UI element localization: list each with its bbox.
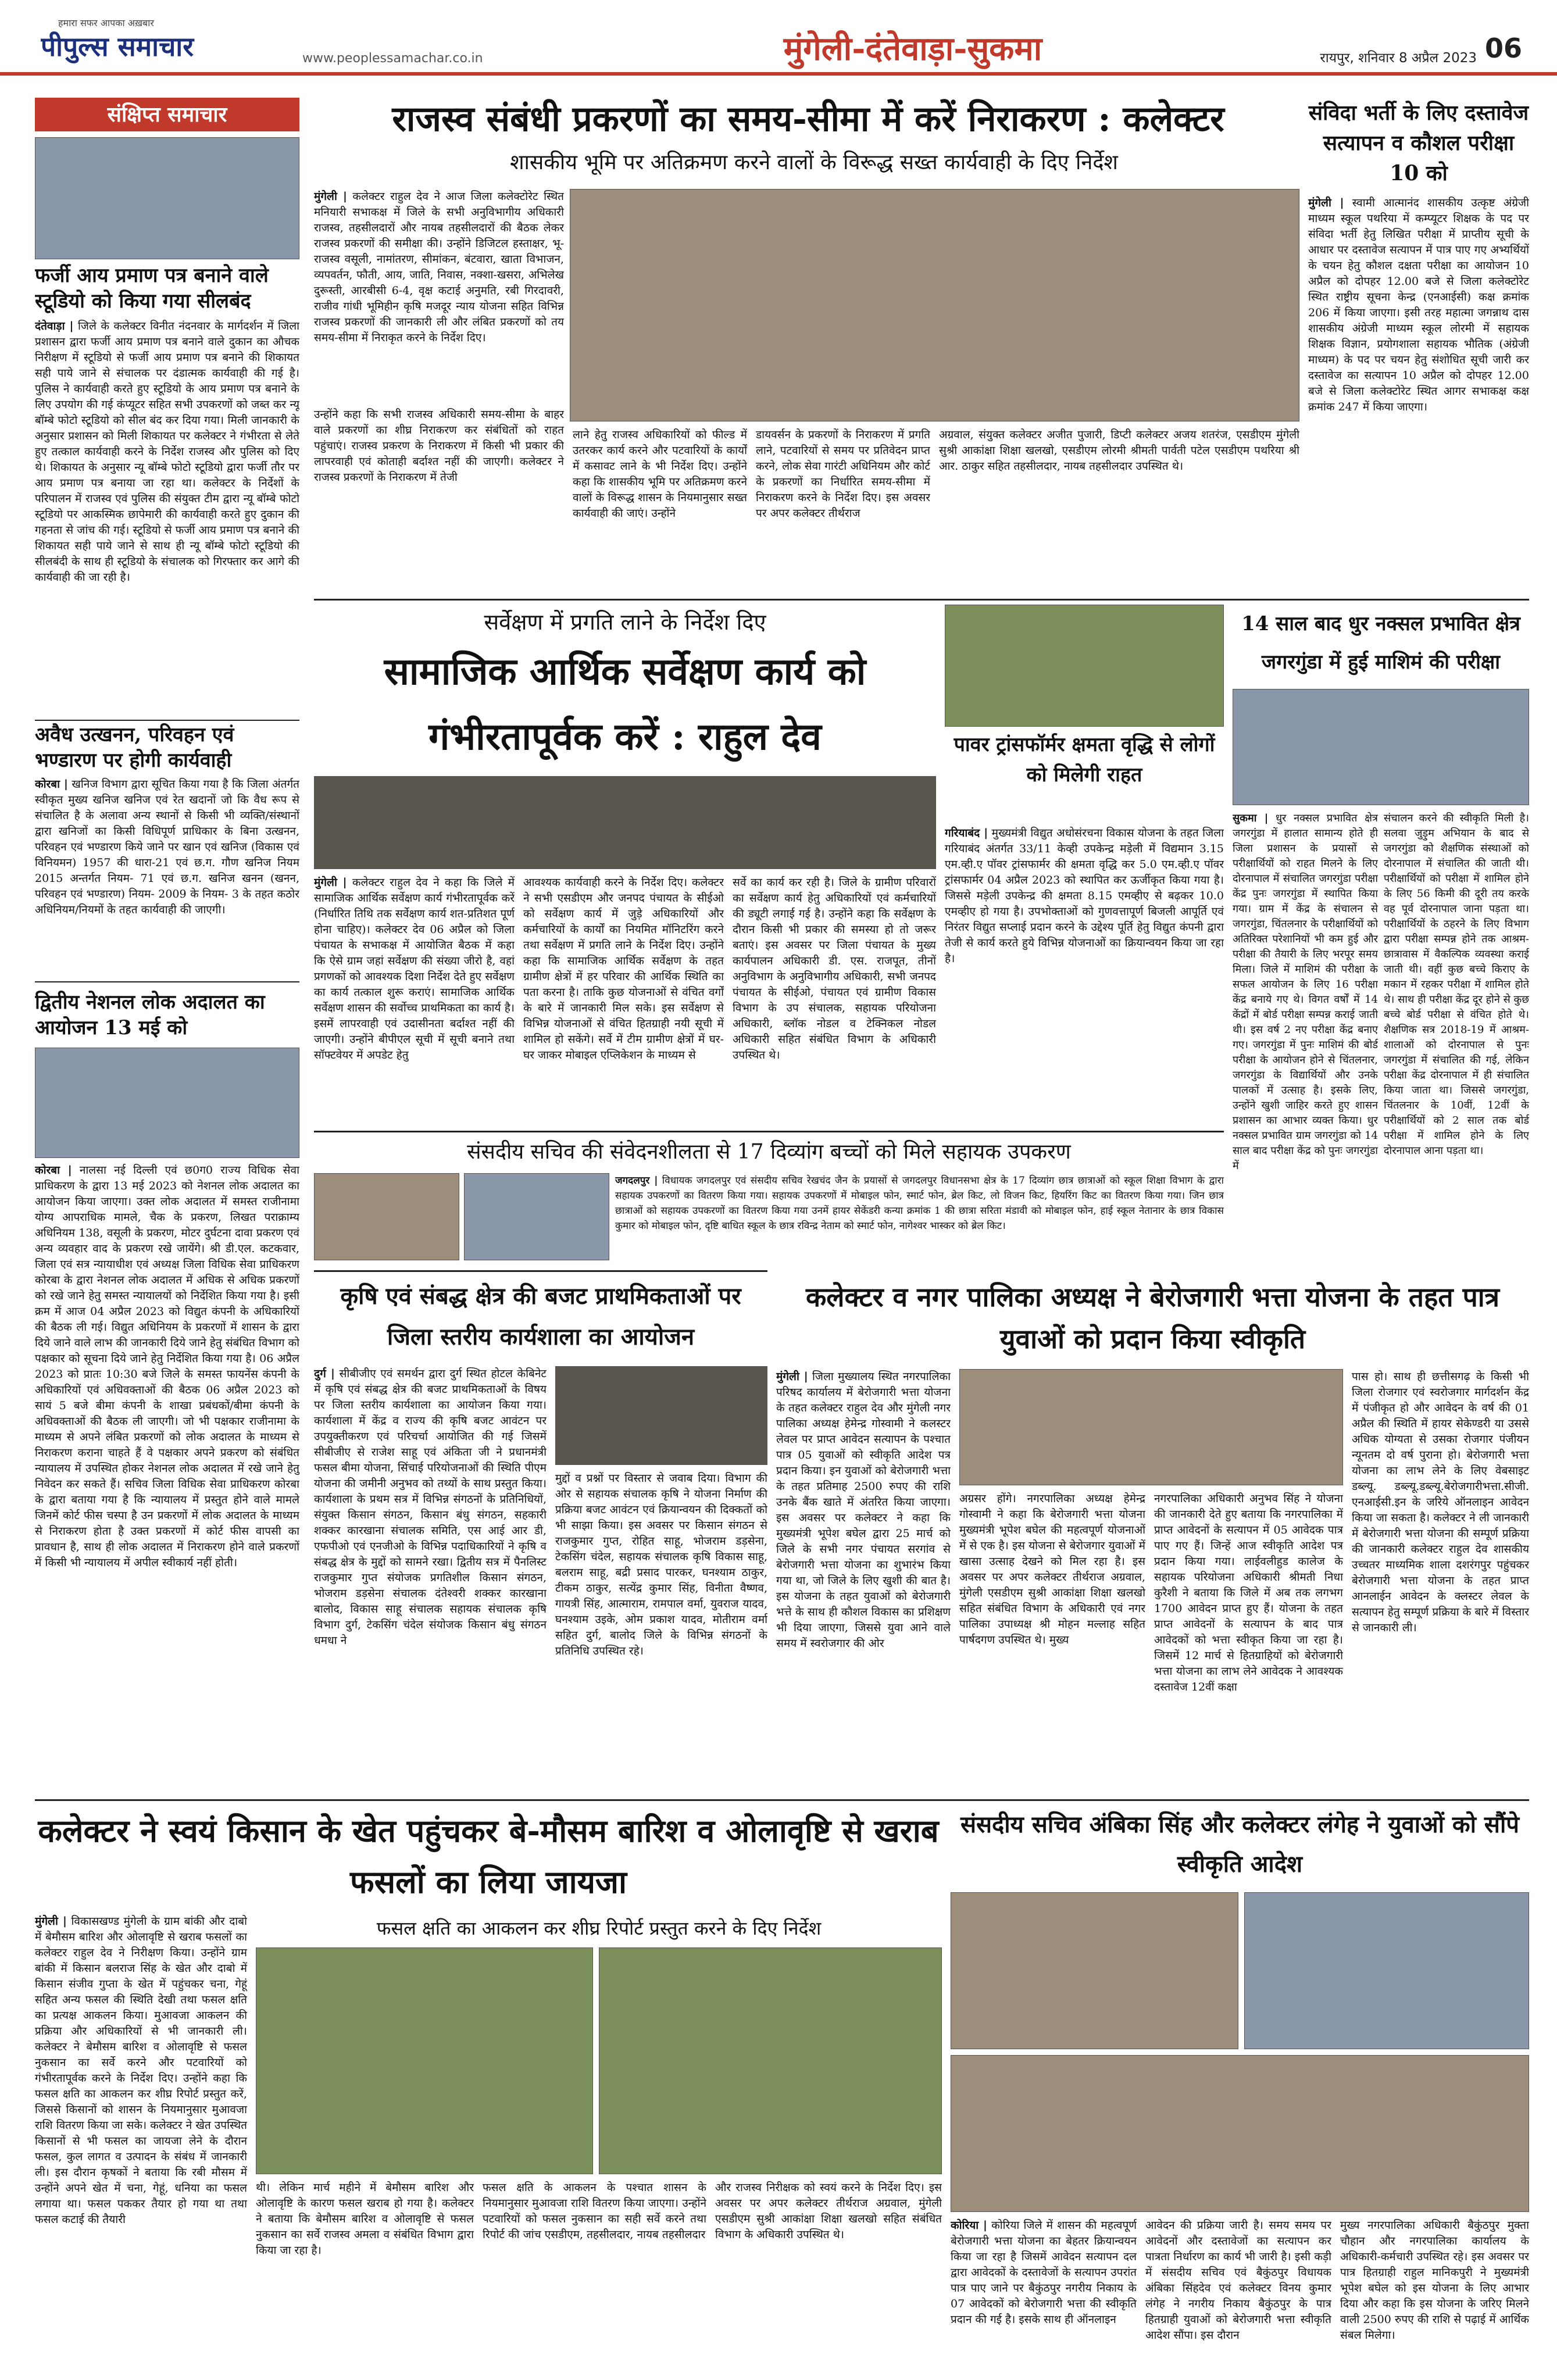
issue-date: रायपुर, शनिवार 8 अप्रैल 2023: [1320, 51, 1477, 66]
dateline: दंतेवाड़ा |: [35, 320, 74, 333]
ambika-headline: संसदीय सचिव अंबिका सिंह और कलेक्टर लंगेह ने युवाओं को सौंपे स्वीकृति आदेश: [960, 1811, 1520, 1878]
website-link[interactable]: www.peoplessamachar.co.in: [302, 51, 483, 66]
dateline: कोरबा |: [35, 1164, 72, 1177]
dateline: दुर्ग |: [314, 1367, 335, 1380]
divyang-headline: संसदीय सचिव की संवेदनशीलता से 17 दिव्यांग बच्चों को मिले सहायक उपकरण: [467, 1140, 1071, 1164]
ambika-col2: आवेदन की प्रक्रिया जारी है। समय समय पर आवेदनों और दस्तावेजों का सत्यापन कर पात्रता निर्धारण का कार्य भी जारी है। इसी कड़ी में संसदीय सचिव एवं बैकुंठपुर विधायक अंबिका सिंहदेव एवं कलेक्टर विनय कुमार लंगेह ने नगरीय निकाय बैकुंठपुर के पात्र हितग्राही युवाओं को बेरोजगारी भत्ता स्वीकृति आदेश सौंपा। इस दौरान: [1145, 2219, 1331, 2342]
masthead-logo: पीपुल्स समाचार: [41, 31, 194, 62]
divider: [314, 599, 1529, 601]
transformer-body: गरियाबंद | मुख्यमंत्री विद्युत अधोसंरचना विकास योजना के तहत जिला गरियाबंद अंतर्गत 33/11 केव्ही उपकेन्द्र मड़ेली में विद्यमान 3.15 एम.व्ही.ए पॉवर ट्रांसफार्मर की क्षमता वृद्धि कर 5.0 एम.व्ही.ए पॉवर ट्रांसफार्मर 04 अप्रैल 2023 को स्थापित कर ऊर्जीकृत किया गया है। जिससे मड़ेली उपकेन्द्र की क्षमता 8.15 एमव्हीए से बढ़कर 10.0 एमव्हीए हो गया है। उपभोक्ताओं को गुणवत्तापूर्ण बिजली आपूर्ति एवं निरंतर विद्युत सप्लाई प्रदान करने के उद्देश्य पूर्ति हेतु विद्युत कंपनी द्वारा तेजी से कार्य करते हुये विभिन्न योजनाओं का क्रियान्वयन किया जा रहा है।: [945, 827, 1224, 965]
lok-adalat-photo: [35, 1048, 299, 1158]
divider: [314, 1270, 767, 1272]
dateline: मुंगेली |: [35, 1915, 67, 1928]
sidebar-story1-headline: फर्जी आय प्रमाण पत्र बनाने वाले स्टूडियो को किया गया सीलबंद: [35, 264, 269, 313]
krishi-headline: कृषि एवं संबद्ध क्षेत्र की बजट प्राथमिकताओं पर जिला स्तरीय कार्यशाला का आयोजन: [340, 1282, 741, 1350]
survey-col2: आवश्यक कार्यवाही करने के निर्देश दिए। कलेक्टर ने सभी एसडीएम और जनपद पंचायत के सीईओ को सर्वेक्षण कार्य में जुड़े अधिकारियों और कर्मचारियों के कार्यों का नियमित मॉनिटरिंग करने तथा सर्वेक्षण में प्रगति लाने के निर्देश दिए। उन्होंने कहा कि सामाजिक आर्थिक सर्वेक्षण के तहत ग्रामीण क्षेत्रों में हर परिवार की आर्थिक स्थिति का पता करना है। ताकि कुछ योजनाओं से वंचित वर्गों के बारे में जानकारी मिल सके। इस सर्वेक्षण से विभिन्न योजनाओं से वंचित हितग्राही नयी सूची में शामिल हो सकेंगे। सर्वे में टीम ग्रामीण क्षेत्रों में घर-घर जाकर मोबाइल एप्लिकेशन के माध्यम से: [523, 876, 724, 1062]
naxal-col1-body: सुकमा | धुर नक्सल प्रभावित क्षेत्र जगरगुंडा में हालात सामान्य होते ही जिला प्रशासन के प्रयासों से परीक्षार्थियों को राहत मिलने के लिए दोरनापाल में संचालित जगरगुंडा परीक्षा केंद्र पुनः जगरगुंडा में स्थापित किया गया। ग्राम में केंद्र के संचालन से जगरगुंडा, चिंतलनार के परीक्षार्थियों को अतिरिक्त परेशानियों भी कम हुई और परीक्षा की तैयारी के लिए भरपूर समय मिला। जिले में माशिमं की परीक्षा के सफल आयोजन के लिए 16 परीक्षा केंद्र बनाये गए थे। विगत वर्षों में 14 केंद्रों में बोर्ड परीक्षा सम्पन्न कराई जाती थी। इस वर्ष 2 नए परीक्षा केंद्र बनाए गए। जगरगुंडा में पुनः माशिमं की बोर्ड परीक्षा के आयोजन होने से चिंतलनार, जगरगुंडा के विद्यार्थियों और उनके पालकों में उत्साह है। इसके लिए, उन्होंने खुशी जाहिर करते हुए शासन प्रशासन का आभार व्यक्त किया। धुर नक्सल प्रभावित ग्राम जगरगुंडा को 14 साल बाद परीक्षा केंद्र को पुनः जगरगुंडा में: [1233, 812, 1378, 1172]
lead-col4: डायवर्सन के प्रकरणों के निराकरण में प्रगति लाने, पटवारियों से समय पर प्रतिवेदन प्राप्त करने, लोक सेवा गारंटी अधिनियम और कोर्ट के प्रकरणों का निर्धारित समय-सीमा में निराकरण करने के निर्देश दिए। इस अवसर पर अपर कलेक्टर तीर्थराज: [756, 428, 930, 520]
survey-meeting-photo: [314, 776, 936, 869]
edition-name: मुंगेली-दंतेवाड़ा-सुकमा: [783, 30, 1042, 68]
survey-col3: सर्वे का कार्य कर रही है। जिले के ग्रामीण परिवारों का सर्वेक्षण कार्य हेतु अधिकारियों एवं कर्मचारियों की ड्यूटी लगाई गई है। उन्होंने कहा कि सर्वेक्षण के दौरान किसी भी प्रकार की समस्या हो तो जरूर बताएं। इस अवसर पर जिला पंचायत के मुख्य कार्यपालन अधिकारी डी. एस. राजपूत, तीनों अनुविभाग के अनुविभागीय अधिकारी, सभी जनपद पंचायत के सीईओ, पंचायत एवं ग्रामीण विकास विभाग के उप संचालक, सहायक परियोजना अधिकारी, ब्लॉक नोडल व टेक्निकल नोडल अधिकारी सहित संबंधित विभाग के अधिकारी उपस्थित थे।: [733, 876, 936, 1062]
dateline: गरियाबंद |: [945, 827, 988, 839]
berojgari-col1: मुंगेली | जिला मुख्यालय स्थित नगरपालिका परिषद कार्यालय में बेरोजगारी भत्ता योजना के तहत कलेक्टर राहुल देव और मुंगेली नगर पालिका अध्यक्ष हेमेन्द्र गोस्वामी ने कलस्टर लेवल पर प्राप्त आवेदन सत्यापन के पश्चात पात्र 05 युवाओं को स्वीकृति आदेश पत्र प्रदान किया। इन युवाओं को बेरोजगारी भत्ता के तहत प्रतिमाह 2500 रुपए की राशि उनके बैंक खाते में अंतरित किया जाएगा। इस अवसर पर कलेक्टर ने कहा कि मुख्यमंत्री भूपेश बघेल द्वारा 25 मार्च को जिले के सभी नगर पंचायत सरगांव से बेरोजगारी भत्ता योजना का शुभारंभ किया गया था, जो जिले के लिए खुशी की बात है। इस योजना के तहत युवाओं को बेरोजगारी भत्ते के साथ ही कौशल विकास का प्रशिक्षण भी दिया जाएगा, जिससे युवा आने वाले समय में स्वरोजगार की ओर: [776, 1370, 951, 1650]
krishi-col1: दुर्ग | सीबीजीए एवं समर्थन द्वारा दुर्ग स्थित होटल केबिनेट में कृषि एवं संबद्ध क्षेत्र की बजट प्राथमिकताओं के विषय पर जिला स्तरीय कार्यशाला का आयोजन किया गया। कार्यशाला में केंद्र व राज्य की कृषि बजट आवंटन पर उपयुक्तीकरण एवं परिचर्चा आयोजित की गई जिसमें सीबीजीए से राजेश साहू एवं अंकिता जी ने प्रधानमंत्री फसल बीमा योजना, सिंचाई परियोजनाओं की स्थिति पीएम योजना की जमीनी अनुभव को तथ्यों के साथ प्रस्तुत किया। कार्यशाला के प्रथम सत्र में विभिन्न संगठनों के प्रतिनिधियों, संयुक्त किसान संगठन, किसान बंधु संगठन, सहकारी शक्कर कारखाना संचालक समिति, एस आई आर डी, एफपीओ एवं एनजीओ के विभिन्न पदाधिकारियों ने कृषि व संबद्ध क्षेत्र के मुद्दों को सामने रखा। द्वितीय सत्र में पैनलिस्ट राजकुमार गुप्त संयोजक प्रगतिशील किसान संगठन, भोजराम डड़सेना संचालक दंतेश्वरी शक्कर कारखाना बालोद, विकास साहू संचालक सहायक संचालक कृषि विभाग दुर्ग, टेकसिंग चंदेल संयोजक किसान बंधु संगठन धमधा ने: [314, 1367, 547, 1647]
sidebar-story3-headline: द्वितीय नेशनल लोक अदालत का आयोजन 13 मई को: [35, 991, 265, 1039]
berojgari-col4: पास हो। साथ ही छत्तीसगढ़ के किसी भी जिला रोजगार एवं स्वरोजगार मार्गदर्शन केंद्र में पंजीकृत हो और आवेदन के वर्ष की 01 अप्रैल की स्थिति में हायर सेकेण्डरी या उससे अधिक योग्यता से उसका रोजगार पंजीयन न्यूनतम दो वर्ष पुराना हो। बेरोजगारी भत्ता योजना का लाभ लेने के लिए वेबसाइट डब्ल्यू. डब्ल्यू.डब्ल्यू.बेरोजगारीभत्ता.सीजी. एनआईसी.इन के जरिये ऑनलाइन आवेदन किया जा सकता है। कलेक्टर ने ली जानकारी में बेरोजगारी भत्ता योजना की सम्पूर्ण प्रक्रिया की जानकारी कलेक्टर राहुल देव शासकीय उच्चतर माध्यमिक शाला दशरंगपुर पहुंचकर बेरोजगारी भत्ता योजना के तहत प्राप्त आनलाईन आवेदन के क्लस्टर लेवल के सत्यापन हेतु सम्पूर्ण प्रक्रिया के बारे में विस्तार से जानकारी ली।: [1352, 1370, 1529, 1634]
divyang-photo-1: [314, 1173, 459, 1260]
lead-subheadline: शासकीय भूमि पर अतिक्रमण करने वालों के विरूद्ध सख्त कार्यवाही के दिए निर्देश: [510, 151, 1118, 174]
dateline: मुंगेली |: [314, 876, 347, 889]
dateline: जगदलपुर |: [615, 1175, 658, 1187]
masthead-tagline: हमारा सफर आपका अख़बार: [58, 17, 154, 28]
field-photo-2: [599, 1947, 942, 2174]
kisan-headline: कलेक्टर ने स्वयं किसान के खेत पहुंचकर बे-मौसम बारिश व ओलावृष्टि से खराब फसलों का लिया जायजा: [38, 1812, 939, 1900]
survey-kicker: सर्वेक्षण में प्रगति लाने के निर्देश दिए: [484, 609, 766, 635]
dateline: मुंगेली |: [776, 1370, 808, 1383]
kisan-col4: और राजस्व निरीक्षक को स्वयं करने के निर्देश दिए। इस अवसर पर अपर कलेक्टर तीर्थराज अग्रवाल, मुंगेली एसडीएम सुश्री आकांक्षा शिक्षा खलखो सहित संबंधित विभाग के अधिकारी उपस्थित थे।: [715, 2181, 942, 2241]
sidebar-story3-body: कोरबा | नालसा नई दिल्ली एवं छ0ग0 राज्य विधिक सेवा प्राधिकरण के द्वारा 13 मई 2023 को नेशनल लोक अदालत का आयोजन किया जाएगा। उक्त लोक अदालत में समस्त राजीनामा योग्य आपराधिक मामले, चैक के प्रकरण, लिखत पराक्राम्य अधिनियम 138, वसूली के प्रकरण, मोटर दुर्घटना दावा प्रकरण एवं अन्य व्यवहार वाद के प्रकरण रखे जायेंगे। श्री डी.एल. कटकवार, जिला एवं सत्र न्यायाधीश एवं अध्यक्ष जिला विधिक सेवा प्राधिकरण कोरबा के द्वारा नेशनल लोक अदालत में अधिक से अधिक प्रकरणों को रखे जाने हेतु समस्त न्यायालयों को निर्देशित किया गया है। इसी क्रम में आज 04 अप्रैल 2023 को विद्युत कंपनी के अधिकारियों की बैठक ली गई। विद्युत अधिनियम के प्रकरणों में शासन के द्वारा दिये जाने वाले लाभ की जानकारी दिये जाने हेतु संबंधित विभाग को पक्षकार को सूचना दिये जाने हेतु निर्देशित किया गया है। 06 अप्रैल 2023 को प्रातः 10:30 बजे जिले के समस्त फायनेंस कंपनी के अधिकारियों एवं अधिवक्ताओं की बैठक 06 अप्रैल 2023 को सायं 5 बजे बीमा कंपनी के शाखा प्रबंधकों/बीमा कंपनी के अधिवक्ताओं की बैठक ली जाएगी। जो भी पक्षकार राजीनामा के माध्यम से अपने लंबित प्रकरणों को लोक अदालत के माध्यम से निराकरण कराना चाहते हैं वे पक्षकार अपने प्रकरण को संबंधित न्यायालय में उपस्थित होकर नेशनल लोक अदालत में रखे जाने हेतु निवेदन कर सकते हैं। सचिव जिला विधिक सेवा प्राधिकरण कोरबा के द्वारा बताया गया है कि न्यायालय में प्रस्तुत होने वाले मामले जिनमें कोर्ट फीस चस्पा है उन प्रकरणों में लोक अदालत के माध्यम से निराकरण होता है उक्त प्रकरणों में कोर्ट फीस वापसी का प्रावधान है, साथ ही लोक अदालत में निराकरण होने वाले प्रकरणों में किसी भी न्यायालय में अपील स्वीकार्य नहीं होती।: [35, 1164, 299, 1569]
masthead: [0, 0, 1557, 76]
ambika-photo-2: [1244, 1892, 1529, 2049]
samvida-body: मुंगेली | स्वामी आत्मानंद शासकीय उत्कृष्ट अंग्रेजी माध्यम स्कूल पथरिया में कम्प्यूटर शिक्षक के पद पर संविदा भर्ती हेतु लिखित परीक्षा में प्राप्तीय सूची के आधार पर दस्तावेज सत्यापन में पात्र पाए गए अभ्यर्थियों के चयन हेतु कौशल दक्षता परीक्षा का आयोजन 10 अप्रैल को दोपहर 12.00 बजे से जिला कलेक्टोरेट स्थित राष्ट्रीय सूचना केन्द्र (एनआईसी) कक्ष क्रमांक 206 में किया जाएगा। इसी तरह महात्मा जगन्नाथ दास शासकीय अंग्रेजी माध्यम स्कूल लोरमी में सहायक शिक्षक विज्ञान, प्रयोगशाला सहायक भौतिक (अंग्रेजी माध्यम) के पद पर चयन हेतु संशोधित सूची जारी कर दस्तावेज का सत्यापन 10 अप्रैल को दोपहर 12.00 बजे से जिला कलेक्टोरेट स्थित आगर सभाकक्ष कक्ष क्रमांक 247 में किया जाएगा।: [1308, 196, 1529, 413]
lead-headline: राजस्व संबंधी प्रकरणों का समय-सीमा में करें निराकरण : कलेक्टर: [392, 99, 1224, 140]
sidebar-story1-body: दंतेवाड़ा | जिले के कलेक्टर विनीत नंदनवार के मार्गदर्शन में जिला प्रशासन द्वारा फर्जी आय प्रमाण पत्र बनाने वाले दुकान का औचक निरीक्षण में स्टूडियो से फर्जी आय प्रमाण पत्र बनाने की शिकायत सही पाये जाने से संचालक पर दंडात्मक कार्यवाही की गई है। पुलिस ने कार्यवाही करते हुए स्टूडियो के आय प्रमाण पत्र बनाने के लिए उपयोग की गई कंप्यूटर सहित सभी उपकरणों को जब्त कर न्यू बॉम्बे फोटो स्टूडियो को सील बंद कर दिया गया। मिली जानकारी के अनुसार प्रशासन को मिली शिकायत पर कलेक्टर ने गंभीरता से लेते हुए तत्काल कार्यवाही करने के निर्देश राजस्व और पुलिस को दिए थे। शिकायत के अनुसार न्यू बॉम्बे फोटो स्टूडियो द्वारा फर्जी तौर पर आय प्रमाण पत्र बनाया जा रहा था। कलेक्टर के निर्देशों के परिपालन में राजस्व एवं पुलिस की संयुक्त टीम द्वारा न्यू बॉम्बे फोटो स्टूडियो पर आकस्मिक छापेमारी की कार्यवाही करते हुए दुकान की गहनता से जांच की गई। स्टूडियो से फर्जी आय प्रमाण पत्र बनाने की शिकायत सही पाये जाने से साथ ही न्यू बॉम्बे फोटो स्टूडियो की सीलबंदी के साथ ही स्टूडियो के संचालक को गिरफ्तार कर आगे की कार्यवाही की जा रही है।: [35, 320, 299, 584]
ambika-photo-1: [951, 1892, 1238, 2049]
meeting-photo: [570, 189, 1299, 421]
krishi-col2: मुद्दों व प्रश्नों पर विस्तार से जवाब दिया। विभाग की ओर से सहायक संचालक कृषि ने योजना निर्माण की प्रक्रिया बजट आवंटन एवं क्रियान्वयन की दिक्कतों को भी साझा किया। इस अवसर पर किसान संगठन से राजकुमार गुप्त, रोहित साहू, भोजराम डड़सेना, टेकसिंग चंदेल, सहायक संचालक कृषि विकास साहू, बलराम साहू, बद्री प्रसाद पारकर, घनश्याम ठाकुर, टीकम ठाकुर, सत्येंद्र कुमार सिंह, विनीता वैष्णव, गायत्री सिंह, आत्माराम, रामपाल वर्मा, युवराज यादव, घनश्याम उइके, ओम प्रकाश यादव, मोतीराम वर्मा सहित दुर्ग, बालोद जिले के विभिन्न संगठनों के प्रतिनिधि उपस्थित रहे।: [555, 1472, 767, 1657]
ambika-col3: मुख्य नगरपालिका अधिकारी बैकुंठपुर मुक्ता चौहान और नगरपालिका कार्यालय के अधिकारी-कर्मचारी उपस्थित रहे। इस अवसर पर पात्र हितग्राही राहुल मानिकपुरी ने मुख्यमंत्री भूपेश बघेल को इस योजना के लिए आभार दिया और कहा कि इस योजना के जरिए मिलने वाली 2500 रुपए की राशि से पढ़ाई में आर्थिक संबल मिलेगा।: [1340, 2219, 1529, 2342]
kisan-col2: थी। लेकिन मार्च महीने में बेमौसम बारिश और ओलावृष्टि के कारण फसल खराब हो गया है। कलेक्टर ने बताया कि बेमौसम बारिश व ओलावृष्टि से फसल नुकसान का सर्वे राजस्व अमला व संबंधित विभाग द्वारा किया जा रहा है।: [256, 2181, 474, 2257]
ambika-col1: कोरिया | कोरिया जिले में शासन की महत्वपूर्ण बेरोजगारी भत्ता योजना का बेहतर क्रियान्वयन किया जा रहा है जिसमें आवेदन सत्यापन दल द्वारा आवेदकों के दस्तावेजों के सत्यापन उपरांत पात्र पाए जाने पर बैकुंठपुर नगरीय निकाय के 07 आवेदकों को बेरोजगारी भत्ता की स्वीकृति प्रदान की गई है। इसके साथ ही ऑनलाइन: [951, 2219, 1137, 2326]
dateline: कोरबा |: [35, 778, 68, 791]
kisan-subheadline: फसल क्षति का आकलन कर शीघ्र रिपोर्ट प्रस्तुत करने के दिए निर्देश: [376, 1917, 822, 1939]
sidebar-section-title: संक्षिप्त समाचार: [35, 98, 299, 131]
divider: [35, 981, 299, 982]
kisan-col1: मुंगेली | विकासखण्ड मुंगेली के ग्राम बांकी और दाबो में बेमौसम बारिश और ओलावृष्टि से खराब फसलों का कलेक्टर राहुल देव ने निरीक्षण किया। उन्होंने ग्राम बांकी में किसान बलराज सिंह के खेत और दाबो में किसान संजीव गुप्ता के खेत में पहुंचकर चना, गेहूं सहित अन्य फसल की स्थिति देखी तथा फसल क्षति का प्रत्यक्ष आकलन किया। मुआवजा आकलन की प्रक्रिया और अधिकारियों से भी जानकारी ली। कलेक्टर ने बेमौसम बारिश व ओलावृष्टि से फसल नुकसान का सर्वे करने और पटवारियों को गंभीरतापूर्वक करने के निर्देश दिए। उन्होंने कहा कि फसल क्षति का आकलन कर शीघ्र रिपोर्ट प्रस्तुत करें, जिससे किसानों को शासन के नियमानुसार मुआवजा राशि वितरण किया जा सके। कलेक्टर ने खेत उपस्थित किसानों से भी फसल का जायजा लेने के दौरान फसल, कुल लागत व उत्पादन के संबंध में जानकारी ली। इस दौरान कृषकों ने बताया कि रबी मौसम में उन्होंने अपने खेत में चना, गेहूं, धनिया का फसल लगाया था। फसल पककर तैयार हो गया था तथा फसल कटाई की तैयारी: [35, 1915, 247, 2226]
divider: [35, 720, 299, 721]
divyang-body: जगदलपुर | विधायक जगदलपुर एवं संसदीय सचिव रेखचंद जैन के प्रयासों से जगदलपुर विधानसभा क्षेत्र के 17 दिव्यांग छात्र छात्राओं को स्कूल शिक्षा विभाग के द्वारा सहायक उपकरणों का वितरण किया गया। सहायक उपकरणों में मोबाइल फोन, स्मार्ट फोन, ब्रेल किट, लो विजन किट, हियरिंग किट का वितरण किया गया। जिन छात्र छात्राओं को सहायक उपकरणों का वितरण किया गया उनमें हायर सेकेंडरी कन्या क्रमांक 1 की छात्रा सरिता मंडावी को मोबाइल फोन, हाई स्कूल नेतानार के छात्र विकास कुमार को मोबाइल फोन, दृष्टि बाधित स्कूल के छात्र रविन्द्र नेताम को स्मार्ट फोन, नागेश्वर भास्कर को ब्रेल किट।: [615, 1175, 1224, 1232]
berojgari-col2: अग्रसर होंगे। नगरपालिका अध्यक्ष हेमेन्द्र गोस्वामी ने कहा कि बेरोजगारी भत्ता योजना मुख्यमंत्री भूपेश बघेल की महत्वपूर्ण योजनाओं में से एक है। इस योजना से बेरोजगार युवाओं में खासा उत्साह देखने को मिल रहा है। इस अवसर पर अपर कलेक्टर तीर्थराज अग्रवाल, मुंगेली एसडीएम सुश्री आकांक्षा शिक्षा खलखो सहित संबंधित विभाग के अधिकारी एवं नगर पालिका उपाध्यक्ष श्री मोहन मल्लाह सहित पार्षदगण उपस्थित थे। मुख्य: [959, 1492, 1145, 1646]
transformer-headline: पावर ट्रांसफॉर्मर क्षमता वृद्धि से लोगों को मिलेगी राहत: [954, 733, 1215, 787]
field-photo-1: [256, 1947, 593, 2174]
lead-col1: मुंगेली | कलेक्टर राहुल देव ने आज जिला कलेक्टोरेट स्थित मनियारी सभाकक्ष में जिले के सभी अनुविभागीय अधिकारी राजस्व, तहसीलदारों और नायब तहसीलदारों की बैठक लेकर राजस्व प्रकरणों की समीक्षा की। उन्होंने डिजिटल हस्ताक्षर, भू-राजस्व वसूली, नामांतरण, सीमांकन, बंटवारा, खाता विभाजन, व्यपवर्तन, फौती, आय, जाति, निवास, नक्शा-खसरा, अभिलेख दुरूस्ती, आरबीसी 6-4, वृक्ष कटाई अनुमति, रबी गिरदावरी, राजीव गांधी भूमिहीन कृषि मजदूर न्याय योजना सहित विभिन्न राजस्व प्रकरणों की जानकारी ली और लंबित प्रकरणों को तय समय-सीमा में निराकृत करने के निर्देश दिए।: [314, 190, 564, 344]
dateline: कोरिया |: [951, 2219, 987, 2232]
naxal-col2-body: संचालन करने की स्वीकृति मिली है। सलवा जुड़ुम अभियान के बाद से जगरगुंडा को शैक्षणिक संस्थाओं को दोरनापाल में संचालित की जाती थी। परीक्षार्थियों को परीक्षा में शामिल होने के लिए 56 किमी की दूरी तय करके वह पूर्व दोरनापाल जाना पड़ता था। परीक्षार्थियों के ठहरने के लिए विभाग द्वारा परीक्षा सम्पन्न होने तक आश्रम-छात्रावास में वैकल्पिक व्यवस्था कराई जाती थी। वहीं कुछ बच्चे किराए के मकान में रहकर परीक्षा में शामिल होते थे। साथ ही परीक्षा केंद्र दूर होने से कुछ बच्चे बोर्ड परीक्षा से वंचित होते थे। शैक्षणिक सत्र 2018-19 में आश्रम-शालाओं को दोरनापाल से पुनः जगरगुंडा में संचालित की गई, लेकिन परीक्षा केंद्र दोरनापाल में ही संचालित किया जाता था। जिससे जगरगुंडा, चिंतलनार के 10वीं, 12वीं के परीक्षार्थियों को 2 साल तक बोर्ड परीक्षा में शामिल होने के लिए दोरनापाल आना पड़ता था।: [1384, 812, 1529, 1157]
divider: [314, 1131, 1224, 1132]
divider: [35, 1799, 1529, 1801]
berojgari-photo: [959, 1369, 1343, 1485]
exam-photo: [1233, 689, 1529, 805]
studio-photo: [35, 137, 299, 259]
lead-col2-body: उन्होंने कहा कि सभी राजस्व अधिकारी समय-सीमा के बाहर वाले प्रकरणों का शीघ्र निराकरण कर संबंधितों को राहत पहुंचाएं। राजस्व प्रकरण के निराकरण में किसी भी प्रकार की लापरवाही एवं कोताही बर्दाश्त नहीं की जाएगी। कलेक्टर ने राजस्व प्रकरणों के निराकरण में तेजी: [314, 408, 564, 484]
lead-col3: लाने हेतु राजस्व अधिकारियों को फील्ड में उतरकर कार्य करने और पटवारियों के कार्यों में कसावट लाने के भी निर्देश दिए। उन्होंने कहा कि शासकीय भूमि पर अतिक्रमण करने वालों के विरूद्ध शासन के नियमानुसार सख्त कार्यवाही की जाएं। उन्होंने: [573, 428, 747, 520]
dateline: मुंगेली |: [314, 190, 347, 203]
samvida-headline: संविदा भर्ती के लिए दस्तावेज सत्यापन व कौशल परीक्षा 10 को: [1308, 101, 1529, 185]
dateline: मुंगेली |: [1308, 196, 1344, 209]
ambika-photo-3: [951, 2055, 1529, 2212]
naxal-headline: 14 साल बाद धुर नक्सल प्रभावित क्षेत्र जगरगुंडा में हुई माशिमं की परीक्षा: [1241, 612, 1520, 674]
lead-col5: अग्रवाल, संयुक्त कलेक्टर अजीत पुजारी, डिप्टी कलेक्टर अजय शतरंज, एसडीएम मुंगेली सुश्री आकांक्षा शिक्षा खलखो, एसडीएम लोरमी श्रीमती पार्वती पटेल एसडीएम पथरिया श्री आर. ठाकुर सहित तहसीलदार, नायब तहसीलदार उपस्थित थे।: [939, 428, 1299, 473]
transformer-photo: [945, 605, 1224, 727]
survey-headline: सामाजिक आर्थिक सर्वेक्षण कार्य को गंभीरतापूर्वक करें : राहुल देव: [384, 650, 866, 759]
berojgari-headline: कलेक्टर व नगर पालिका अध्यक्ष ने बेरोजगारी भत्ता योजना के तहत पात्र युवाओं को प्रदान किया स्वीकृति: [805, 1281, 1500, 1355]
berojgari-col3: नगरपालिका अधिकारी अनुभव सिंह ने योजना की जानकारी देते हुए बताया कि नगरपालिका में प्राप्त आवेदनों के सत्यापन में 05 आवेदक पात्र पाए गए हैं। जिन्हें आज स्वीकृति आदेश पत्र प्रदान किया गया। लाईवलीहुड कालेज के सहायक परियोजना अधिकारी श्रीमती निधा कुरैशी ने बताया कि जिले में अब तक लगभग 1700 आवेदन प्राप्त हुए हैं। योजना के तहत प्राप्त आवेदनों के सत्यापन के बाद पात्र आवेदकों को भत्ता स्वीकृत किया जा रहा है। जिसमें 12 मार्च से हितग्राहियों को बेरोजगारी भत्ता योजना का लाभ लेने आवेदक ने आवश्यक दस्तावेज 12वीं कक्षा: [1154, 1492, 1343, 1693]
sidebar-story2-headline: अवैध उत्खनन, परिवहन एवं भण्डारण पर होगी कार्यवाही: [35, 723, 234, 772]
survey-col1: मुंगेली | कलेक्टर राहुल देव ने कहा कि जिले में सामाजिक आर्थिक सर्वेक्षण कार्य गंभीरतापूर्वक करें (निर्धारित तिथि तक सर्वेक्षण कार्य शत-प्रतिशत पूर्ण होना चाहिए)। कलेक्टर देव 06 अप्रैल को जिला पंचायत के सभाकक्ष में आयोजित बैठक में कहा कि ऐसे ग्राम जहां सर्वेक्षण की संख्या जीरो है, वहां प्रगणकों को आवश्यक दिशा निर्देश देते हुए सर्वेक्षण का कार्य तत्काल शुरू कराएं। सामाजिक आर्थिक सर्वेक्षण शासन की सर्वोच्च प्राथमिकता का कार्य है। इसमें लापरवाही एवं उदासीनता बर्दाश्त नहीं की जाएगी। उन्होंने बीपीएल सूची में सूची बनाने तथा सॉफ्टवेयर में अपडेट हेतु: [314, 876, 515, 1062]
divyang-photo-2: [464, 1173, 609, 1260]
page-number: 06: [1484, 33, 1522, 64]
dateline: सुकमा |: [1233, 812, 1269, 824]
sidebar-story2-body: कोरबा | खनिज विभाग द्वारा सूचित किया गया है कि जिला अंतर्गत स्वीकृत मुख्य खनिज खनिज एवं रेत खदानों जो कि वैध रूप से संचालित है के अलावा अन्य स्थानों से किसी भी व्यक्ति/संस्थानों द्वारा खनिजों का किसी विधिपूर्ण प्राधिकार के बिना उत्खनन, परिवहन एवं भण्डारण किये जाने पर खान एवं खनिज (विकास एवं विनियमन) 1957 की धारा-21 एवं छ.ग. गौण खनिज नियम 2015 अन्तर्गत नियम- 71 एवं छ.ग. खनिज खनन (खनन, परिवहन एवं भण्डारण) नियम- 2009 के नियम- 3 के तहत कठोर अधिनियम/नियमों के तहत कार्यवाही की जाएगी।: [35, 778, 299, 916]
krishi-photo: [555, 1366, 767, 1465]
kisan-col3: फसल क्षति के आकलन के पश्चात शासन के नियमानुसार मुआवजा राशि वितरण किया जाएगा। उन्होंने पटवारियों को फसल नुकसान का सही सर्वे करने तथा रिपोर्ट की जांच एसडीएम, तहसीलदार, नायब तहसीलदार: [483, 2181, 706, 2241]
